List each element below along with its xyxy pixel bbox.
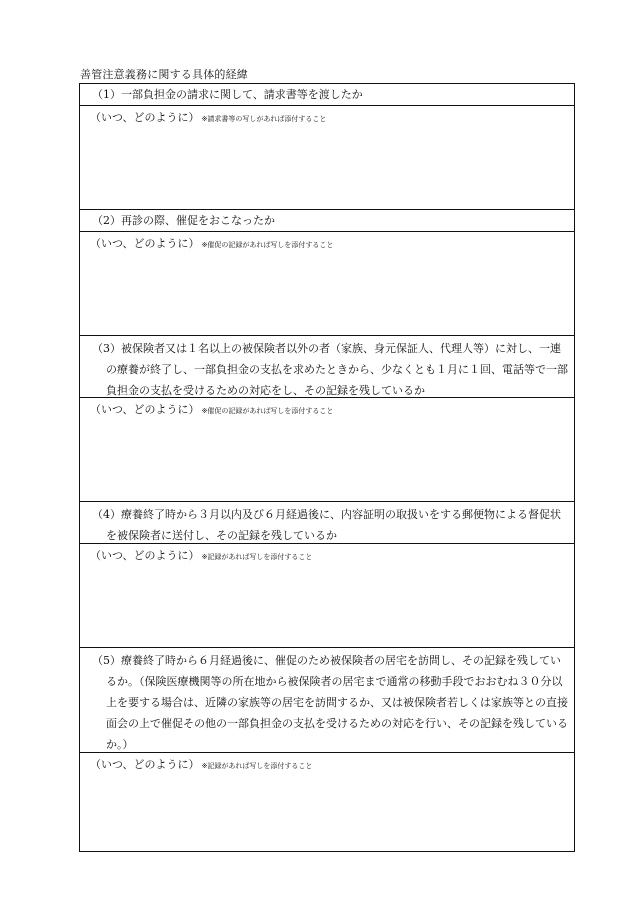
answer-note-5: ※記録があれば写しを添付すること [201, 762, 313, 770]
answer-area-5[interactable] [80, 753, 574, 851]
answer-note-2: ※催促の記録があれば写しを添付すること [201, 241, 334, 249]
question-5-header: （5）療養終了時から６月経過後に、催促のため被保険者の居宅を訪問し、その記録を残しているか。（保険医療機関等の所在地から被保険者の居宅まで通常の移動手段でおおむね３０分以上を要する場合は、近隣の家族等の居宅を訪問するか、又は被保険者若しくは家族等との直接面会の上で催促その他の一部負担金の支払を受けるための対応を行い、その記録を残しているか。） [80, 648, 574, 753]
answer-note-3: ※催促の記録があれば写しを添付すること [201, 407, 334, 415]
answer-area-4[interactable] [80, 544, 574, 648]
question-4-header: （4）療養終了時から３月以内及び６月経過後に、内容証明の取扱いをする郵便物による督促状を被保険者に送付し、その記録を残しているか [80, 502, 574, 544]
answer-label-3 [90, 401, 333, 417]
answer-label-5 [90, 756, 312, 772]
answer-prefix-3: （いつ、どのように） [90, 403, 200, 416]
answer-label-1 [90, 109, 326, 125]
form-table [79, 83, 575, 852]
answer-area-3[interactable] [80, 398, 574, 502]
answer-note-1: ※請求書等の写しがあれば添付すること [201, 115, 327, 123]
answer-prefix-2: （いつ、どのように） [90, 237, 200, 250]
question-1-header: （1）一部負担金の請求に関して、請求書等を渡したか [80, 84, 574, 106]
answer-label-4 [90, 547, 312, 563]
answer-prefix-5: （いつ、どのように） [90, 758, 200, 771]
answer-prefix-1: （いつ、どのように） [90, 111, 200, 124]
document-title: 善管注意義務に関する具体的経緯 [80, 68, 248, 81]
question-2-header: （2）再診の際、催促をおこなったか [80, 210, 574, 232]
answer-area-2[interactable] [80, 232, 574, 336]
answer-note-4: ※記録があれば写しを添付すること [201, 553, 313, 561]
question-3-header: （3）被保険者又は１名以上の被保険者以外の者（家族、身元保証人、代理人等）に対し、一連の療養が終了し、一部負担金の支払を求めたときから、少なくとも１月に１回、電話等で一部負担金の支払を受けるための対応をし、その記録を残しているか [80, 336, 574, 398]
answer-label-2 [90, 235, 333, 251]
answer-area-1[interactable] [80, 106, 574, 210]
answer-prefix-4: （いつ、どのように） [90, 549, 200, 562]
